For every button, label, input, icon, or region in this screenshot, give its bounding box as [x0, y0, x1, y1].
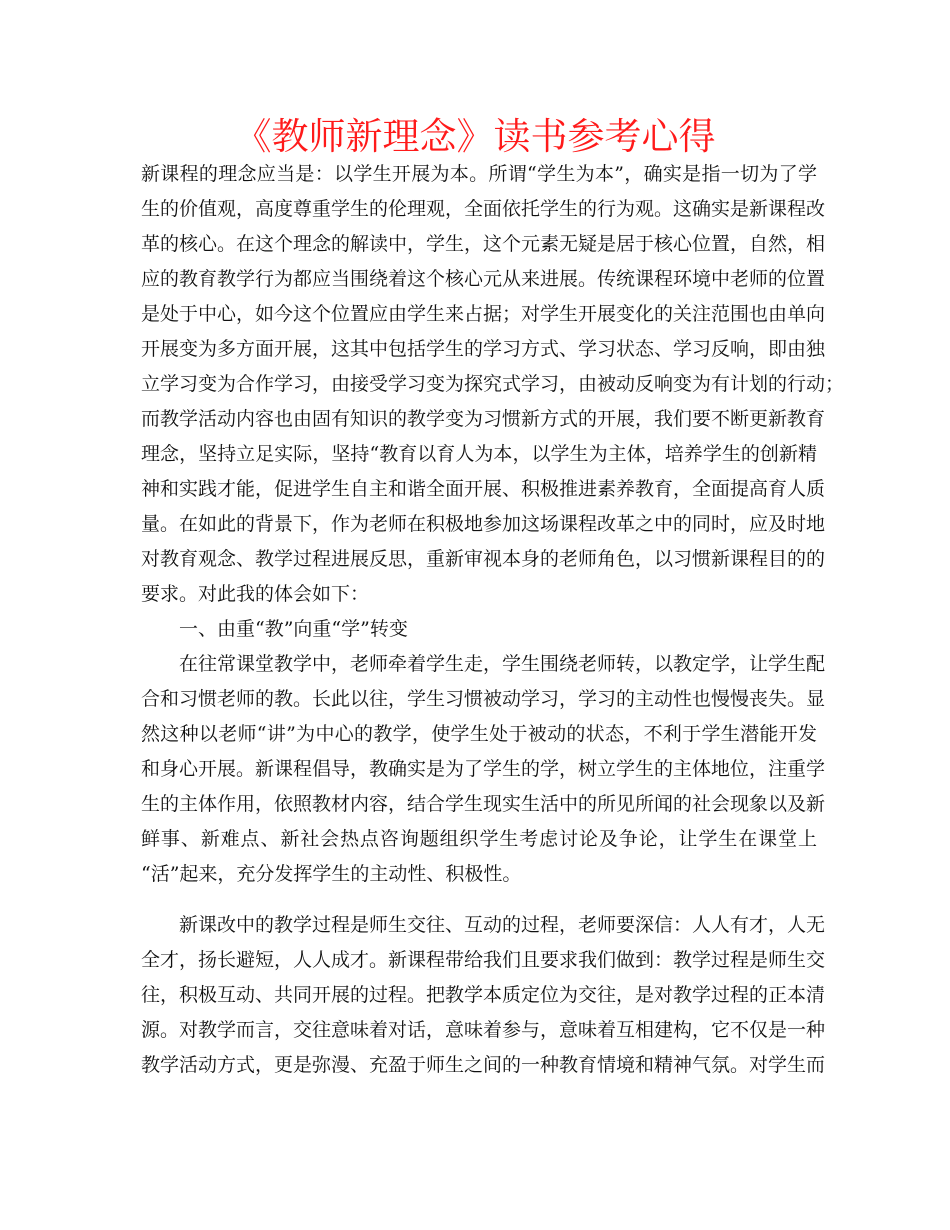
text-line: 神和实践才能，促进学生自主和谐全面开展、积极推进素养教育，全面提高育人质 — [141, 478, 826, 500]
document-title: 《教师新理念》读书参考心得 — [234, 115, 716, 158]
text-line: 鲜事、新难点、新社会热点咨询题组织学生考虑讨论及争论，让学生在课堂上 — [141, 828, 817, 850]
text-line: 是处于中心，如今这个位置应由学生来占据；对学生开展变化的关注范围也由单向 — [141, 303, 826, 325]
text-line: 要求。对此我的体会如下： — [141, 583, 370, 605]
text-line: 而教学活动内容也由固有知识的教学变为习惯新方式的开展，我们要不断更新教育 — [141, 408, 826, 430]
text-line: 全才，扬长避短，人人成才。新课程带给我们且要求我们做到：教学过程是师生交 — [141, 949, 826, 971]
text-line: 新课改中的教学过程是师生交往、互动的过程，老师要深信：人人有才，人无 — [179, 914, 826, 936]
text-line: 然这种以老师“讲”为中心的教学，使学生处于被动的状态，不利于学生潜能开发 — [141, 723, 817, 745]
text-line: 理念，坚持立足实际，坚持“教育以育人为本，以学生为主体，培养学生的创新精 — [141, 443, 817, 465]
text-line: 开展变为多方面开展，这其中包括学生的学习方式、学习状态、学习反响，即由独 — [141, 338, 826, 360]
text-line: 革的核心。在这个理念的解读中，学生，这个元素无疑是居于核心位置，自然，相 — [141, 233, 826, 255]
paragraph-interaction — [141, 908, 826, 1083]
text-line: 往，积极互动、共同开展的过程。把教学本质定位为交往，是对教学过程的正本清 — [141, 984, 826, 1006]
document-body — [141, 157, 845, 1083]
text-line: 新课程的理念应当是：以学生开展为本。所谓“学生为本”，确实是指一切为了学 — [141, 163, 817, 185]
section-heading: 一、由重“教”向重“学”转变 — [179, 618, 408, 640]
paragraph-gap — [141, 892, 817, 908]
paragraph-intro — [141, 157, 845, 612]
text-line: 量。在如此的背景下，作为老师在积极地参加这场课程改革之中的同时，应及时地 — [141, 513, 826, 535]
text-line: 立学习变为合作学习，由接受学习变为探究式学习，由被动反响变为有计划的行动； — [141, 373, 845, 395]
text-line: 教学活动方式，更是弥漫、充盈于师生之间的一种教育情境和精神气氛。对学生而 — [141, 1054, 826, 1076]
text-line: 生的价值观，高度尊重学生的伦理观，全面依托学生的行为观。这确实是新课程改 — [141, 198, 826, 220]
text-line: 源。对教学而言，交往意味着对话，意味着参与，意味着互相建构，它不仅是一种 — [141, 1019, 826, 1041]
paragraph-teaching-shift — [141, 647, 826, 892]
text-line: 合和习惯老师的教。长此以往，学生习惯被动学习，学习的主动性也慢慢丧失。显 — [141, 688, 826, 710]
text-line: 生的主体作用，依照教材内容，结合学生现实生活中的所见所闻的社会现象以及新 — [141, 793, 826, 815]
text-line: 对教育观念、教学过程进展反思，重新审视本身的老师角色，以习惯新课程目的的 — [141, 548, 826, 570]
text-line: 应的教育教学行为都应当围绕着这个核心元从来进展。传统课程环境中老师的位置 — [141, 268, 826, 290]
text-line: 在往常课堂教学中，老师牵着学生走，学生围绕老师转，以教定学，让学生配 — [179, 653, 826, 675]
text-line: “活”起来，充分发挥学生的主动性、积极性。 — [141, 863, 522, 885]
text-line: 和身心开展。新课程倡导，教确实是为了学生的学，树立学生的主体地位，注重学 — [141, 758, 826, 780]
